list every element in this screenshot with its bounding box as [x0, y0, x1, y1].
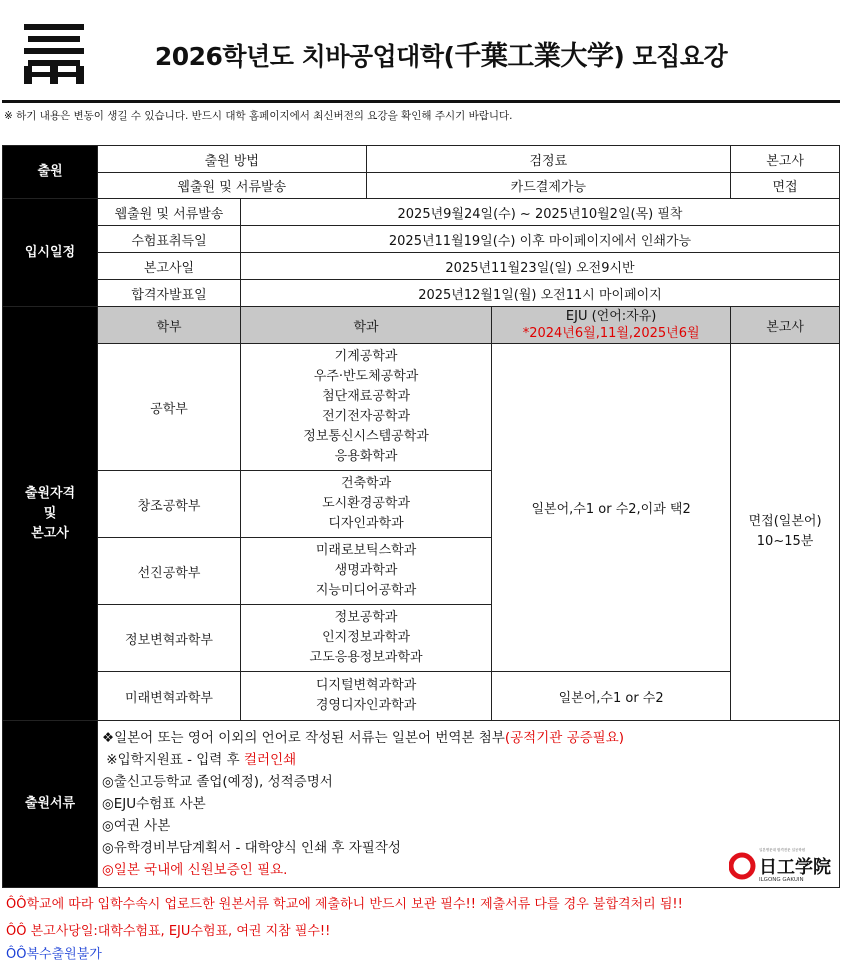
footer-note-3: ÔÔ복수출원불가 — [6, 947, 102, 962]
footer-note-1: ÔÔ학교에 따라 입학수속시 업로드한 원본서류 학교에 제출하니 반드시 보관 필수!! 제출서류 다를 경우 불합격처리 됨!! — [6, 897, 683, 912]
application-method-value: 웹출원 및 서류발송 — [98, 173, 367, 199]
section-documents: 출원서류 — [3, 721, 98, 888]
schedule-value: 2025년9월24일(수) ~ 2025년10월2일(목) 필착 — [241, 199, 840, 226]
svg-text:ILGONG GAKUIN: ILGONG GAKUIN — [759, 877, 804, 883]
department-list: 디지털변혁과학과 경영디자인과학과 — [241, 672, 492, 721]
admission-table — [2, 145, 840, 888]
eju-subjects: 일본어,수1 or 수2 — [492, 672, 731, 721]
title-divider — [2, 100, 840, 103]
page-title: 2026학년도 치바공업대학(千葉工業大学) 모집요강 — [154, 41, 728, 72]
exam-value: 면접 — [731, 173, 840, 199]
fee-value: 카드결제가능 — [366, 173, 731, 199]
eju-header: EJU (언어:자유) *2024년6월,11월,2025년6월 — [492, 307, 731, 344]
department-list: 미래로보틱스학과 생명과학과 지능미디어공학과 — [241, 538, 492, 605]
faculty-header: 학부 — [98, 307, 241, 344]
schedule-label: 합격자발표일 — [98, 280, 241, 307]
svg-text:일본명문대 합격전문 일공학원: 일본명문대 합격전문 일공학원 — [759, 848, 806, 852]
schedule-label: 수험표취득일 — [98, 226, 241, 253]
faculty-name: 창조공학부 — [98, 471, 241, 538]
eju-subjects: 일본어,수1 or 수2,이과 택2 — [492, 344, 731, 672]
schedule-value: 2025년11월23일(일) 오전9시반 — [241, 253, 840, 280]
section-schedule: 입시일정 — [3, 199, 98, 307]
department-list: 정보공학과 인지정보과학과 고도응용정보과학과 — [241, 605, 492, 672]
ilgong-gakuin-logo — [729, 847, 839, 883]
schedule-label: 웹출원 및 서류발송 — [98, 199, 241, 226]
faculty-name: 선진공학부 — [98, 538, 241, 605]
svg-text:日工学院: 日工学院 — [759, 857, 831, 878]
faculty-name: 정보변혁과학부 — [98, 605, 241, 672]
notice-text: ※ 하기 내용은 변동이 생길 수 있습니다. 반드시 대학 홈페이지에서 최신버전의 요강을 확인해 주시기 바랍니다. — [4, 110, 513, 122]
faculty-name: 공학부 — [98, 344, 241, 471]
schedule-value: 2025년11월19일(수) 이후 마이페이지에서 인쇄가능 — [241, 226, 840, 253]
faculty-name: 미래변혁과학부 — [98, 672, 241, 721]
exam-header: 본고사 — [731, 146, 840, 173]
fee-header: 검정료 — [366, 146, 731, 173]
footer-note-2: ÔÔ 본고사당일:대학수험표, EJU수험표, 여권 지참 필수!! — [6, 924, 331, 939]
exam-details: 면접(일본어) 10~15분 — [731, 344, 840, 721]
department-header: 학과 — [241, 307, 492, 344]
department-list: 건축학과 도시환경공학과 디자인과학과 — [241, 471, 492, 538]
documents-list: ❖일본어 또는 영어 이외의 언어로 작성된 서류는 일본어 번역본 첨부(공적기관 공증필요) ※입학지원표 - 입력 후 컬러인쇄 ◎출신고등학교 졸업(예정), 성적증명서 ◎EJU수험표 사본 ◎여권 사본 ◎유학경비부담계획서 - 대학양식 인쇄 후 자필작성 ◎일본 국내에 신원보증인 필요. 일본명문대 합격전문 일공학원 日工学院 ILGONG GAKUIN — [98, 721, 840, 888]
application-method-header: 출원 방법 — [98, 146, 367, 173]
section-application: 출원 — [3, 146, 98, 199]
schedule-value: 2025년12월1일(월) 오전11시 마이페이지 — [241, 280, 840, 307]
schedule-label: 본고사일 — [98, 253, 241, 280]
section-eligibility: 출원자격 및 본고사 — [3, 307, 98, 721]
department-list: 기계공학과 우주·반도체공학과 첨단재료공학과 전기전자공학과 정보통신시스템공학과 응용화학과 — [241, 344, 492, 471]
exam-subject-header: 본고사 — [731, 307, 840, 344]
